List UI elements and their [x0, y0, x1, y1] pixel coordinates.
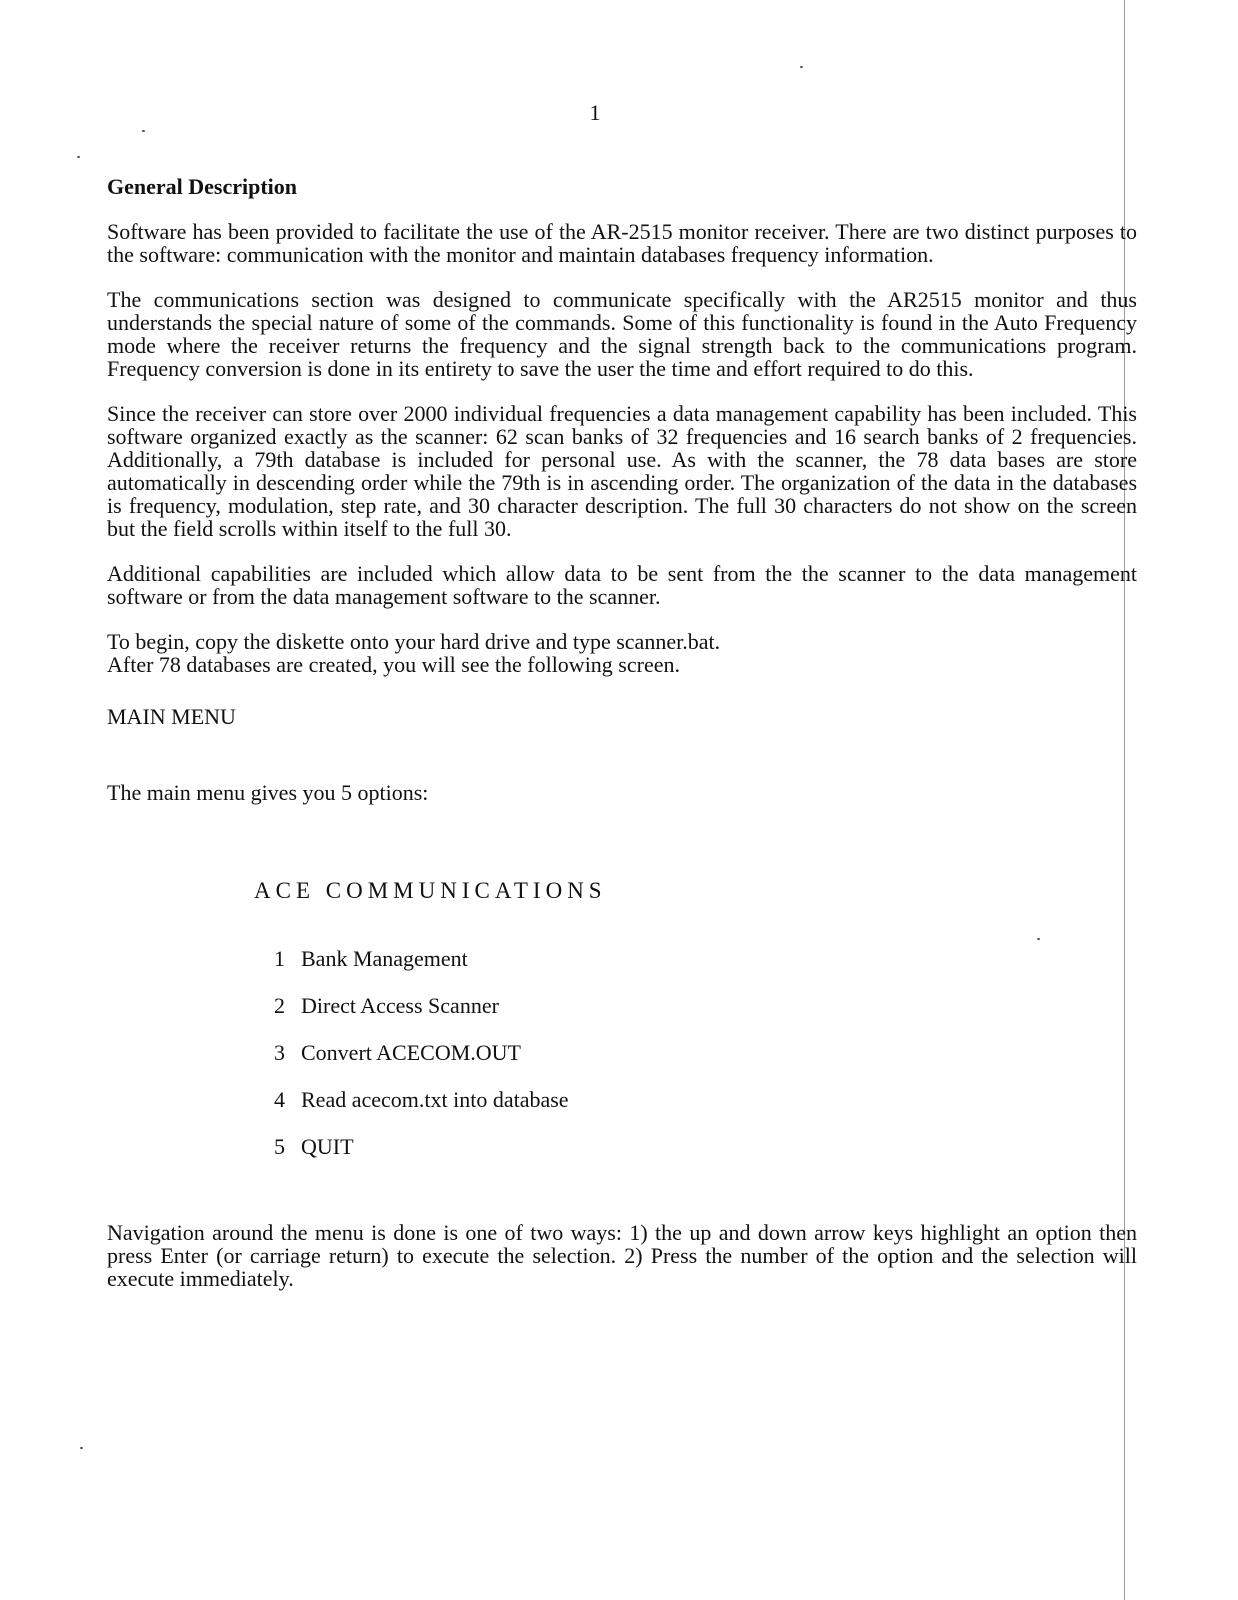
scan-speck [800, 66, 803, 68]
menu-item-direct-access-scanner [274, 993, 1137, 1040]
scan-speck [142, 130, 145, 132]
instruction-line: After 78 databases are created, you will see the following screen. [107, 652, 680, 677]
screen-title: ACE COMMUNICATIONS [254, 878, 607, 903]
menu-item-label: Read acecom.txt into database [301, 1087, 569, 1112]
menu-item-number: 2 [274, 993, 285, 1018]
scan-speck [77, 156, 80, 158]
paragraph: Software has been provided to facilitate the use of the AR-2515 monitor receiver. There are two distinct purposes to the software: communication with the monitor and maintain databases frequency information. [107, 219, 1137, 267]
menu-item-label: QUIT [301, 1134, 354, 1159]
menu-item-number: 1 [274, 946, 285, 971]
menu-item-number: 4 [274, 1087, 285, 1112]
menu-list [274, 946, 1137, 1181]
main-menu-title: MAIN MENU [107, 704, 236, 729]
menu-item-quit [274, 1134, 1137, 1181]
menu-screen [254, 878, 1137, 1181]
paragraph: Additional capabilities are included which allow data to be sent from the the scanner to the data management software or from the data management software to the scanner. [107, 561, 1137, 609]
menu-item-read-acecom-txt [274, 1087, 1137, 1134]
menu-item-label: Convert ACECOM.OUT [301, 1040, 521, 1065]
section-heading: General Description [107, 174, 298, 199]
instructions [107, 630, 1137, 676]
menu-item-convert-acecom [274, 1040, 1137, 1087]
main-menu-intro: The main menu gives you 5 options: [107, 780, 429, 805]
navigation-paragraph: Navigation around the menu is done is one of two ways: 1) the up and down arrow keys highlight an option then press Enter (or carriage return) to execute the selection. 2) Press the number of the option and the selection will execute immediately. [107, 1220, 1137, 1291]
page-number: 1 [589, 100, 601, 125]
menu-item-number: 3 [274, 1040, 285, 1065]
paragraph: Since the receiver can store over 2000 individual frequencies a data management capability has been included. This software organized exactly as the scanner: 62 scan banks of 32 frequencies and 16 search banks of 2 frequencies. Additionally, a 79th database is included for personal use. As with the scanner, the 78 data bases are store automatically in descending order while the 79th is in ascending order. The organization of the data in the databases is frequency, modulation, step rate, and 30 character description. The full 30 characters do not show on the screen but the field scrolls within itself to the full 30. [107, 401, 1137, 541]
document-body [107, 174, 1137, 1312]
menu-item-label: Bank Management [301, 946, 468, 971]
scan-speck [80, 1447, 83, 1449]
paragraph: The communications section was designed to communicate specifically with the AR2515 monitor and thus understands the special nature of some of the commands. Some of this functionality is found in the Auto Frequency mode where the receiver returns the frequency and the signal strength back to the communications program. Frequency conversion is done in its entirety to save the user the time and effort required to do this. [107, 287, 1137, 381]
menu-item-bank-management [274, 946, 1137, 993]
menu-item-number: 5 [274, 1134, 285, 1159]
menu-item-label: Direct Access Scanner [301, 993, 499, 1018]
instruction-line: To begin, copy the diskette onto your hard drive and type scanner.bat. [107, 629, 721, 654]
